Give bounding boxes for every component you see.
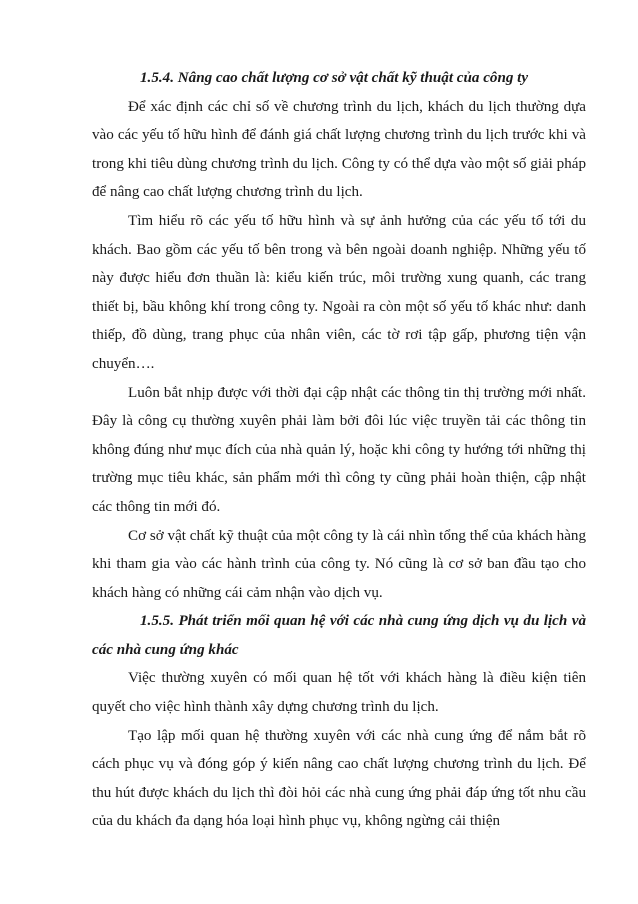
paragraph: Để xác định các chỉ số về chương trình du lịch, khách du lịch thường dựa vào các yếu tố hữu hình để đánh giá chất lượng chương trình du lịch trước khi và trong khi tiêu dùng chương trình du lịch. Công ty có thể dựa vào một số giải pháp để nâng cao chất lượng chương trình du lịch.	[92, 98, 586, 201]
section-title: Nâng cao chất lượng cơ sở vật chất kỹ thuật của công ty	[177, 70, 529, 86]
paragraph: Việc thường xuyên có mối quan hệ tốt với khách hàng là điều kiện tiên quyết cho việc hình thành xây dựng chương trình du lịch.	[92, 670, 586, 716]
section-heading-1-5-5	[92, 607, 586, 664]
paragraph: Cơ sở vật chất kỹ thuật của một công ty là cái nhìn tổng thể của khách hàng khi tham gia vào các hành trình của công ty. Nó cũng là cơ sở ban đầu tạo cho khách hàng có những cái cảm nhận vào dịch vụ.	[92, 527, 586, 601]
paragraph: Tìm hiểu rõ các yếu tố hữu hình và sự ảnh hưởng của các yếu tố tới du khách. Bao gồm các yếu tố bên trong và bên ngoài doanh nghiệp. Những yếu tố này được hiểu đơn thuần là: kiểu kiến trúc, môi trường xung quanh, các trang thiết bị, bầu không khí trong công ty. Ngoài ra còn một số yếu tố khác như: danh thiếp, đồ dùng, trang phục của nhân viên, các tờ rơi tập gấp, phương tiện vận chuyển….	[92, 212, 586, 372]
paragraph: Tạo lập mối quan hệ thường xuyên với các nhà cung ứng để nắm bắt rõ cách phục vụ và đóng góp ý kiến nâng cao chất lượng chương trình du lịch. Để thu hút được khách du lịch thì đòi hỏi các nhà cung ứng phải đáp ứng tốt nhu cầu của du khách đa dạng hóa loại hình phục vụ, không ngừng cải thiện	[92, 727, 586, 830]
paragraph: Luôn bắt nhịp được với thời đại cập nhật các thông tin thị trường mới nhất. Đây là công cụ thường xuyên phải làm bởi đôi lúc việc truyền tải các thông tin không đúng như mục đích của nhà quản lý, hoặc khi công ty hướng tới những thị trường mục tiêu khác, sản phẩm mới thì công ty cũng phải hoàn thiện, cập nhật các thông tin mới đó.	[92, 384, 586, 515]
section-number: 1.5.5.	[140, 613, 174, 630]
section-number: 1.5.4.	[140, 70, 174, 86]
section-title: Phát triển mối quan hệ với các nhà cung ứng dịch vụ du lịch và các nhà cung ứng khác	[92, 613, 586, 658]
section-heading-1-5-4	[92, 64, 586, 93]
page-content	[92, 64, 586, 836]
